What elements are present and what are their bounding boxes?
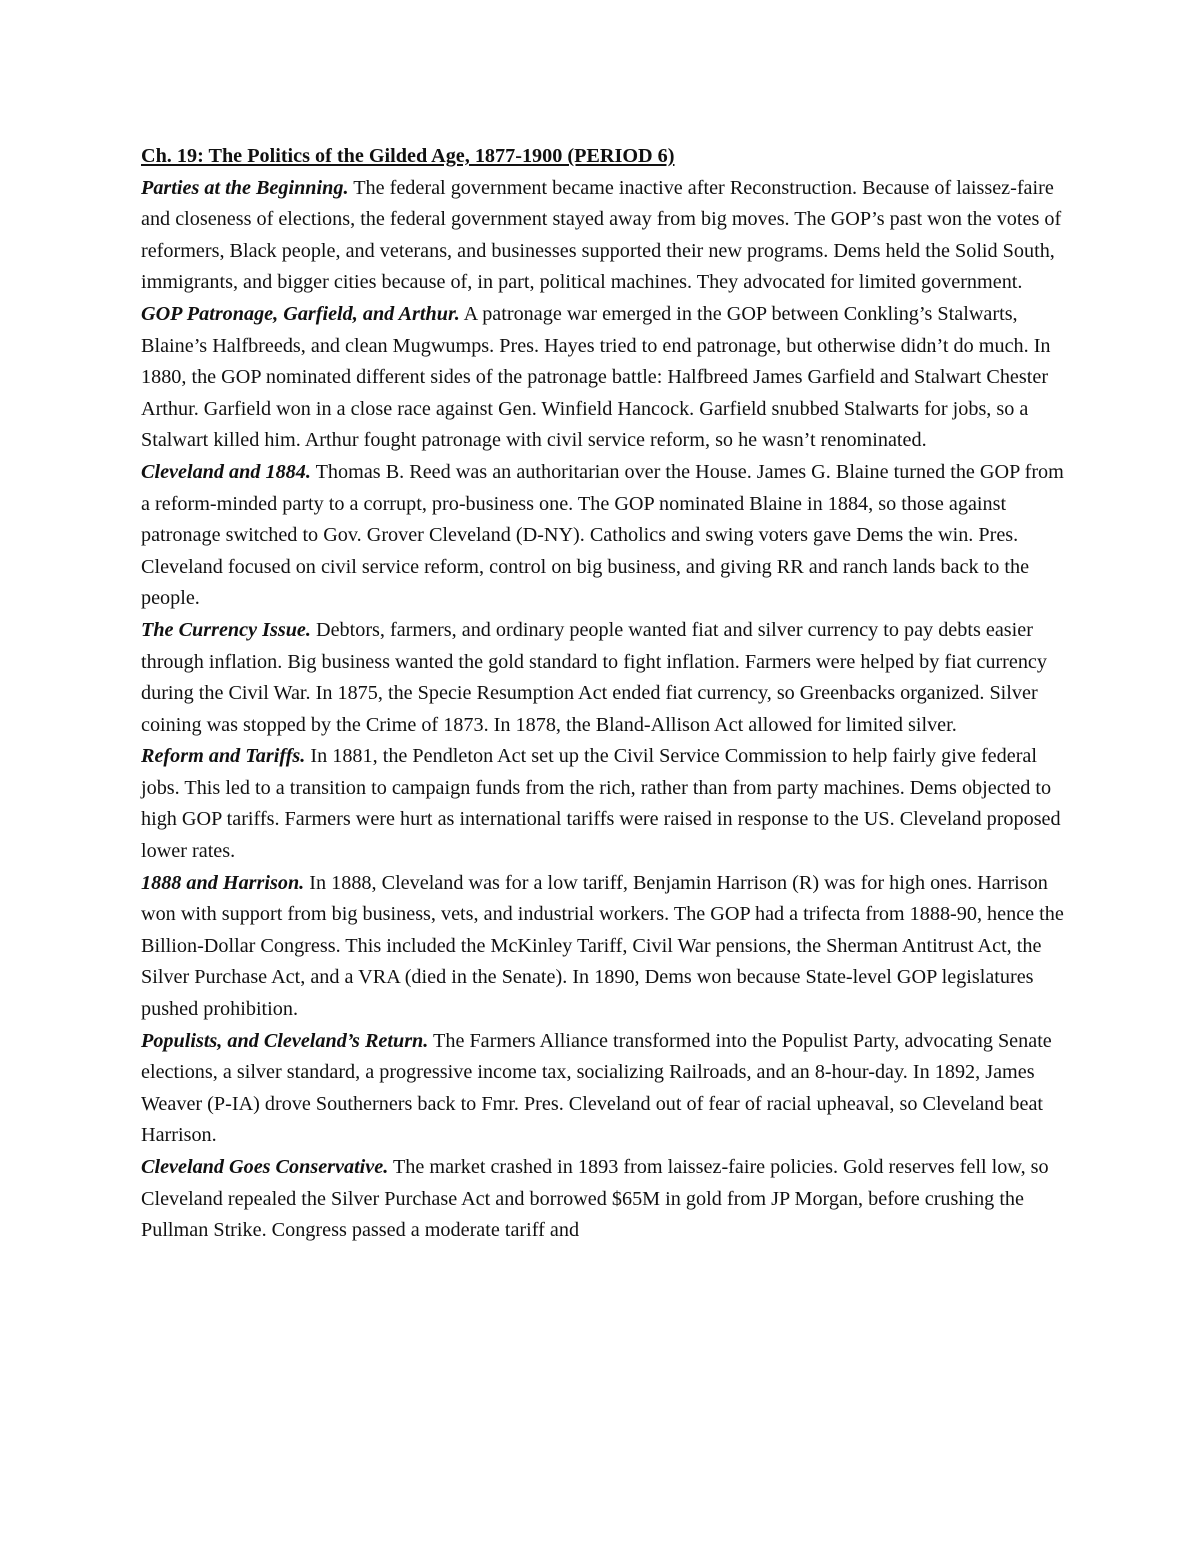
section-body: Debtors, farmers, and ordinary people wanted fiat and silver currency to pay debts easier through inflation. Big business wanted the gold standard to fight inflation. Farmers were helped by fiat currency during the Civil War. In 1875, the Specie Resumption Act ended fiat currency, so Greenbacks organized. Silver coining was stopped by the Crime of 1873. In 1878, the Bland-Allison Act allowed for limited silver. xyxy=(141,618,1047,736)
document-page xyxy=(141,141,1076,1247)
section-currency-issue xyxy=(141,615,1076,741)
section-gop-patronage xyxy=(141,299,1076,457)
section-heading: Populists, and Cleveland’s Return. xyxy=(141,1029,429,1052)
section-body: Thomas B. Reed was an authoritarian over the House. James G. Blaine turned the GOP from a reform-minded party to a corrupt, pro-business one. The GOP nominated Blaine in 1884, so those against patronage switched to Gov. Grover Cleveland (D-NY). Catholics and swing voters gave Dems the win. Pres. Cleveland focused on civil service reform, control on big business, and giving RR and ranch lands back to the people. xyxy=(141,460,1064,610)
section-body: In 1888, Cleveland was for a low tariff, Benjamin Harrison (R) was for high ones. Harrison won with support from big business, vets, and industrial workers. The GOP had a trifecta from 1888-90, hence the Billion-Dollar Congress. This included the McKinley Tariff, Civil War pensions, the Sherman Antitrust Act, the Silver Purchase Act, and a VRA (died in the Senate). In 1890, Dems won because State-level GOP legislatures pushed prohibition. xyxy=(141,871,1064,1021)
section-body: In 1881, the Pendleton Act set up the Civil Service Commission to help fairly give federal jobs. This led to a transition to campaign funds from the rich, rather than from party machines. Dems objected to high GOP tariffs. Farmers were hurt as international tariffs were raised in response to the US. Cleveland proposed lower rates. xyxy=(141,745,1061,863)
section-reform-tariffs xyxy=(141,741,1076,867)
section-heading: Parties at the Beginning. xyxy=(141,176,349,199)
section-body: The market crashed in 1893 from laissez-faire policies. Gold reserves fell low, so Cleveland repealed the Silver Purchase Act and borrowed $65M in gold from JP Morgan, before crushing the Pullman Strike. Congress passed a moderate tariff and xyxy=(141,1156,1049,1242)
section-body: A patronage war emerged in the GOP between Conkling’s Stalwarts, Blaine’s Halfbreeds, and clean Mugwumps. Pres. Hayes tried to end patronage, but otherwise didn’t do much. In 1880, the GOP nominated different sides of the patronage battle: Halfbreed James Garfield and Stalwart Chester Arthur. Garfield won in a close race against Gen. Winfield Hancock. Garfield snubbed Stalwarts for jobs, so a Stalwart killed him. Arthur fought patronage with civil service reform, so he wasn’t renominated. xyxy=(141,302,1051,452)
section-cleveland-conservative xyxy=(141,1152,1076,1247)
document-title: Ch. 19: The Politics of the Gilded Age, 1877-1900 (PERIOD 6) xyxy=(141,145,675,167)
section-1888-harrison xyxy=(141,868,1076,1026)
section-parties-beginning xyxy=(141,173,1076,299)
section-heading: GOP Patronage, Garfield, and Arthur. xyxy=(141,302,460,325)
section-heading: Cleveland and 1884. xyxy=(141,460,311,483)
section-heading: The Currency Issue. xyxy=(141,618,311,641)
section-cleveland-1884 xyxy=(141,457,1076,615)
section-body: The Farmers Alliance transformed into the Populist Party, advocating Senate elections, a silver standard, a progressive income tax, socializing Railroads, and an 8-hour-day. In 1892, James Weaver (P-IA) drove Southerners back to Fmr. Pres. Cleveland out of fear of racial upheaval, so Cleveland beat Harrison. xyxy=(141,1029,1052,1147)
section-body: The federal government became inactive after Reconstruction. Because of laissez-faire and closeness of elections, the federal government stayed away from big moves. The GOP’s past won the votes of reformers, Black people, and veterans, and businesses supported their new programs. Dems held the Solid South, immigrants, and bigger cities because of, in part, political machines. They advocated for limited government. xyxy=(141,176,1062,294)
section-populists-return xyxy=(141,1026,1076,1152)
section-heading: Cleveland Goes Conservative. xyxy=(141,1156,389,1178)
section-heading: Reform and Tariffs. xyxy=(141,745,306,768)
section-heading: 1888 and Harrison. xyxy=(141,871,305,894)
